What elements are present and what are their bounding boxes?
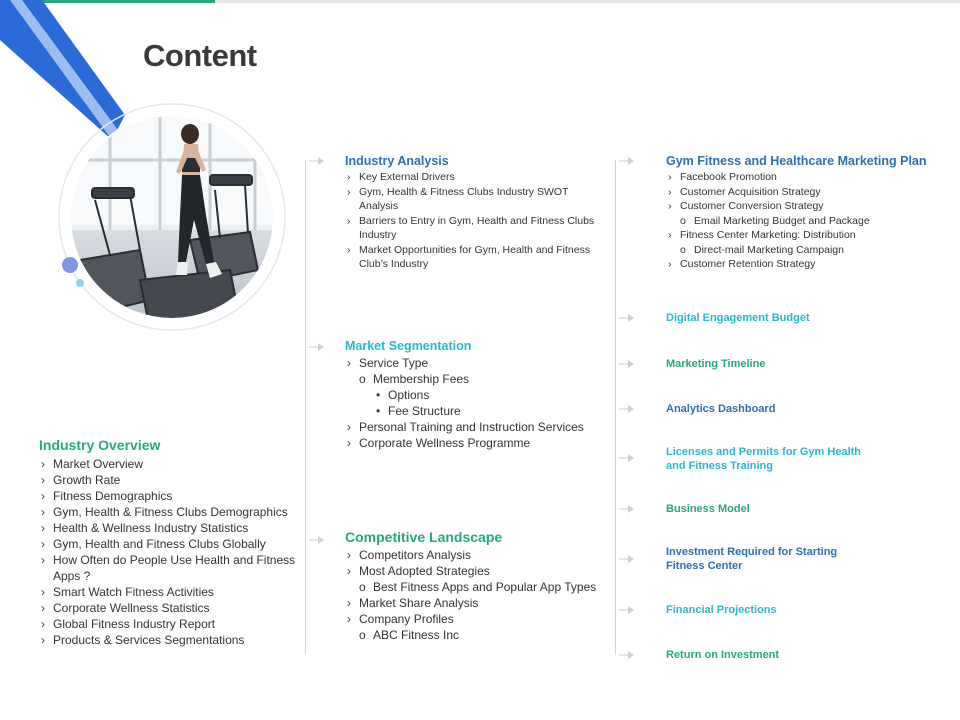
list-item: › Fitness Center Marketing: Distribution [666,228,956,243]
list-item: › How Often do People Use Health and Fitness Apps ? [39,552,299,584]
market-segmentation-title: Market Segmentation [345,339,472,353]
list-item: o Best Fitness Apps and Popular App Types [345,579,605,595]
marketing-timeline: Marketing Timeline [666,358,766,370]
list-item: › Company Profiles [345,611,605,627]
list-item: › Global Fitness Industry Report [39,616,299,632]
industry-analysis-list [345,170,605,272]
list-item: › Customer Retention Strategy [666,257,956,272]
list-item: › Key External Drivers [345,170,605,185]
competitive-landscape-list [345,547,605,643]
financial-projections: Financial Projections [666,604,777,616]
list-item: › Health & Wellness Industry Statistics [39,520,299,536]
arrow-icon [619,313,635,323]
industry-analysis-section [345,154,605,272]
industry-overview-section [39,437,299,648]
list-item: › Customer Conversion Strategy [666,199,956,214]
arrow-icon [619,504,635,514]
list-item: o Email Marketing Budget and Package [666,214,956,229]
list-item: › Personal Training and Instruction Services [345,419,610,435]
list-item: › Gym, Health & Fitness Clubs Industry SWOT Analysis [345,185,605,214]
business-model: Business Model [666,503,750,515]
list-item: • Fee Structure [345,403,610,419]
list-item: › Competitors Analysis [345,547,605,563]
arrow-icon [619,359,635,369]
list-item: › Market Opportunities for Gym, Health and Fitness Club’s Industry [345,243,605,272]
arrow-icon [619,650,635,660]
list-item: › Gym, Health & Fitness Clubs Demographics [39,504,299,520]
list-item: › Corporate Wellness Programme [345,435,610,451]
arrow-icon [619,453,635,463]
analytics-dashboard: Analytics Dashboard [666,403,776,415]
licenses-and-permits: Licenses and Permits for Gym Health and Fitness Training [666,446,862,472]
arrow-icon [619,156,635,166]
list-item: › Service Type [345,355,610,371]
arrow-icon [619,404,635,414]
competitive-landscape-title: Competitive Landscape [345,529,503,545]
arrow-icon [619,554,635,564]
list-item: › Market Share Analysis [345,595,605,611]
list-item: › Smart Watch Fitness Activities [39,584,299,600]
marketing-plan-list [666,170,956,272]
list-item: o ABC Fitness Inc [345,627,605,643]
return-on-investment: Return on Investment [666,649,780,661]
decor-dot-small [76,279,84,287]
page-title: Content [143,38,257,73]
list-item: › Market Overview [39,456,299,472]
list-item: › Most Adopted Strategies [345,563,605,579]
connector-line-middle [305,160,306,655]
list-item: › Corporate Wellness Statistics [39,600,299,616]
investment-required: Investment Required for Starting Fitness Center [666,546,838,572]
connector-line-right [615,160,616,655]
stripe-highlight [10,0,118,140]
list-item: › Fitness Demographics [39,488,299,504]
decor-dot-large [62,257,78,273]
digital-engagement-budget: Digital Engagement Budget [666,312,810,324]
treadmill-photo [60,110,290,330]
industry-overview-list [39,456,299,648]
market-segmentation-section [345,339,610,451]
list-item: o Membership Fees [345,371,610,387]
list-item: • Options [345,387,610,403]
marketing-plan-title: Gym Fitness and Healthcare Marketing Plan [666,154,927,168]
arrow-icon [619,605,635,615]
arrow-icon [309,156,325,166]
market-segmentation-list [345,355,610,451]
competitive-landscape-section [345,529,605,643]
list-item: › Facebook Promotion [666,170,956,185]
list-item: › Gym, Health and Fitness Clubs Globally [39,536,299,552]
list-item: › Barriers to Entry in Gym, Health and Fitness Clubs Industry [345,214,605,243]
industry-overview-title: Industry Overview [39,437,161,453]
arrow-icon [309,535,325,545]
list-item: › Growth Rate [39,472,299,488]
marketing-plan-section [666,154,956,272]
arrow-icon [309,342,325,352]
industry-analysis-title: Industry Analysis [345,154,449,168]
list-item: o Direct-mail Marketing Campaign [666,243,956,258]
list-item: › Products & Services Segmentations [39,632,299,648]
list-item: › Customer Acquisition Strategy [666,185,956,200]
